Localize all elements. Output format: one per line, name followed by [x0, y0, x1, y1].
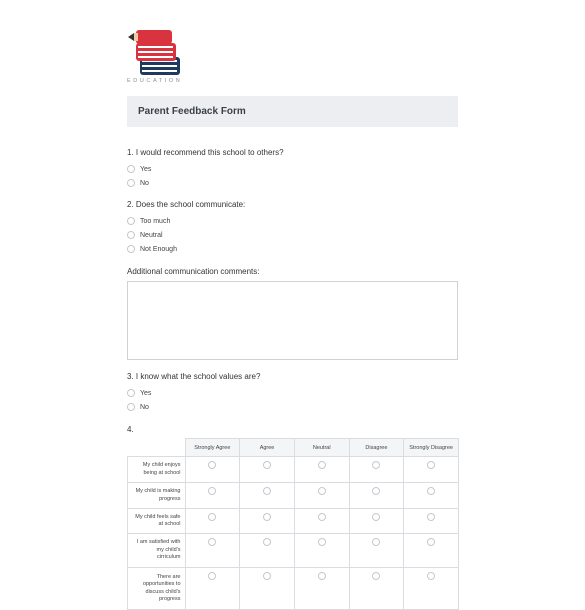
matrix-cell[interactable]: [404, 568, 459, 610]
radio-icon[interactable]: [127, 245, 135, 253]
matrix-cell[interactable]: [185, 568, 240, 610]
matrix-cell[interactable]: [185, 509, 240, 534]
radio-icon[interactable]: [427, 487, 435, 495]
matrix-cell[interactable]: [294, 534, 349, 568]
matrix-cell[interactable]: [294, 457, 349, 483]
radio-icon[interactable]: [263, 538, 271, 546]
question-3-label: 3. I know what the school values are?: [127, 372, 261, 381]
option-label: Not Enough: [140, 245, 177, 253]
q2-option-neutral[interactable]: [127, 231, 163, 239]
matrix-cell[interactable]: [349, 568, 404, 610]
matrix-cell[interactable]: [404, 457, 459, 483]
matrix-cell[interactable]: [294, 483, 349, 509]
column-header: Agree: [240, 439, 295, 457]
radio-icon[interactable]: [208, 461, 216, 469]
radio-icon[interactable]: [127, 165, 135, 173]
column-header: Disagree: [349, 439, 404, 457]
radio-icon[interactable]: [318, 487, 326, 495]
radio-icon[interactable]: [318, 513, 326, 521]
radio-icon[interactable]: [427, 538, 435, 546]
matrix-row: [128, 534, 459, 568]
radio-icon[interactable]: [427, 513, 435, 521]
radio-icon[interactable]: [127, 403, 135, 411]
matrix-cell[interactable]: [240, 509, 295, 534]
radio-icon[interactable]: [372, 513, 380, 521]
q1-option-yes[interactable]: [127, 165, 151, 173]
question-4-label: 4.: [127, 425, 134, 434]
brand-name: EDUCATION: [127, 78, 183, 84]
column-header: Strongly Disagree: [404, 439, 459, 457]
radio-icon[interactable]: [208, 513, 216, 521]
q3-option-yes[interactable]: [127, 389, 151, 397]
matrix-cell[interactable]: [404, 509, 459, 534]
q1-option-no[interactable]: [127, 179, 149, 187]
radio-icon[interactable]: [208, 538, 216, 546]
radio-icon[interactable]: [318, 572, 326, 580]
row-label: I am satisfied with my child's cirriculum: [128, 534, 186, 568]
matrix-cell[interactable]: [294, 509, 349, 534]
radio-icon[interactable]: [127, 217, 135, 225]
matrix-cell[interactable]: [404, 483, 459, 509]
q2-option-not-enough[interactable]: [127, 245, 177, 253]
matrix-row: [128, 509, 459, 534]
radio-icon[interactable]: [427, 572, 435, 580]
option-label: No: [140, 403, 149, 411]
radio-icon[interactable]: [318, 538, 326, 546]
matrix-cell[interactable]: [240, 483, 295, 509]
radio-icon[interactable]: [263, 513, 271, 521]
radio-icon[interactable]: [263, 487, 271, 495]
matrix-cell[interactable]: [185, 457, 240, 483]
matrix-row: [128, 457, 459, 483]
q2-option-too-much[interactable]: [127, 217, 170, 225]
radio-icon[interactable]: [127, 231, 135, 239]
radio-icon[interactable]: [208, 572, 216, 580]
row-label: There are opportunities to discuss child's progress: [128, 568, 186, 610]
radio-icon[interactable]: [263, 572, 271, 580]
radio-icon[interactable]: [372, 487, 380, 495]
radio-icon[interactable]: [372, 572, 380, 580]
matrix-cell[interactable]: [349, 457, 404, 483]
comments-label: Additional communication comments:: [127, 267, 260, 276]
radio-icon[interactable]: [427, 461, 435, 469]
column-header: Strongly Agree: [185, 439, 240, 457]
radio-icon[interactable]: [372, 538, 380, 546]
matrix-cell[interactable]: [404, 534, 459, 568]
option-label: Too much: [140, 217, 171, 225]
matrix-cell[interactable]: [240, 457, 295, 483]
likert-matrix: [127, 438, 459, 610]
matrix-cell[interactable]: [349, 509, 404, 534]
radio-icon[interactable]: [318, 461, 326, 469]
radio-icon[interactable]: [372, 461, 380, 469]
question-2-label: 2. Does the school communicate:: [127, 200, 246, 209]
option-label: Yes: [140, 389, 152, 397]
matrix-cell[interactable]: [349, 483, 404, 509]
option-label: Yes: [140, 165, 152, 173]
matrix-row: [128, 568, 459, 610]
row-label: My child enjoys being at school: [128, 457, 186, 483]
q3-option-no[interactable]: [127, 403, 149, 411]
form-title: Parent Feedback Form: [127, 96, 458, 127]
matrix-corner: [128, 439, 186, 457]
option-label: No: [140, 179, 149, 187]
matrix-cell[interactable]: [294, 568, 349, 610]
matrix-cell[interactable]: [185, 483, 240, 509]
radio-icon[interactable]: [208, 487, 216, 495]
radio-icon[interactable]: [263, 461, 271, 469]
matrix-cell[interactable]: [240, 568, 295, 610]
radio-icon[interactable]: [127, 389, 135, 397]
column-header: Neutral: [294, 439, 349, 457]
matrix-row: [128, 483, 459, 509]
matrix-cell[interactable]: [349, 534, 404, 568]
matrix-cell[interactable]: [240, 534, 295, 568]
radio-icon[interactable]: [127, 179, 135, 187]
row-label: My child feels safe at school: [128, 509, 186, 534]
matrix-cell[interactable]: [185, 534, 240, 568]
question-1-label: 1. I would recommend this school to others?: [127, 148, 284, 157]
row-label: My child is making progress: [128, 483, 186, 509]
option-label: Neutral: [140, 231, 163, 239]
comments-textarea[interactable]: [127, 281, 458, 360]
